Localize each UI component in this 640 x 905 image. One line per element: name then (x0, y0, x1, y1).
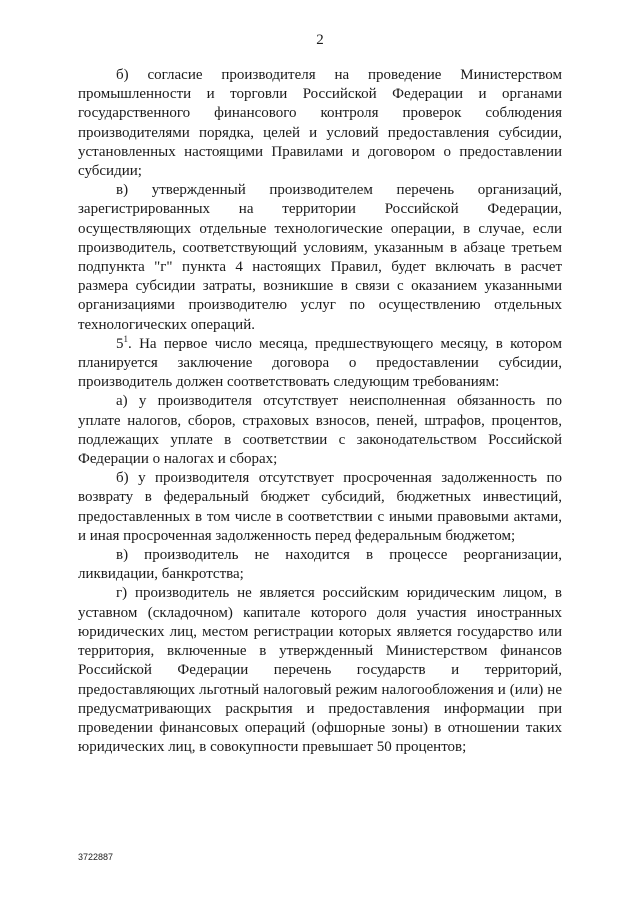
page-number: 2 (316, 32, 324, 48)
paragraph-v-reorganization: в) производитель не находится в процессе реорганизации, ликвидации, банкротства; (78, 547, 562, 583)
document-code: 3722887 (78, 852, 114, 862)
clause-superscript: 1 (123, 333, 128, 344)
clause-number: 5 (116, 335, 124, 352)
paragraph-g-offshore: г) производитель не является российским юридическим лицом, в уставном (складочном) капитале которого доля участия иностранных юридических лиц, местом регистрации которых является государство или территория, включенные в утвержденный Министерством финансов Российской Федерации перечень государств и территорий, предоставляющих льготный налоговый режим налогообложения и (или) не предусматривающих раскрытия и предоставления информации при проведении финансовых операций (офшорные зоны) в отношении таких юридических лиц, в совокупности превышает 50 процентов; (78, 585, 562, 756)
paragraph-b-consent: б) согласие производителя на проведение Министерством промышленности и торговли Российской Федерации и органами государственного финансового контроля проверок соблюдения производителями порядка, целей и условий предоставления субсидии, установленных настоящими Правилами и договором о предоставлении субсидии; (78, 67, 562, 180)
paragraph-a-taxes: а) у производителя отсутствует неисполненная обязанность по уплате налогов, сборов, страховых взносов, пеней, штрафов, процентов, подлежащих уплате в соответствии с законодательством Российской Федерации о налогах и сборах; (78, 393, 562, 468)
clause-text: . На первое число месяца, предшествующего месяцу, в котором планируется заключение договора о предоставлении субсидии, производитель должен соответствовать следующим требованиям: (78, 335, 562, 391)
paragraph-b-debt: б) у производителя отсутствует просроченная задолженность по возврату в федеральный бюджет субсидий, бюджетных инвестиций, предоставленных в том числе в соответствии с иными правовыми актами, и иная просроченная задолженность перед федеральным бюджетом; (78, 470, 562, 544)
paragraph-5-1 (78, 335, 562, 393)
paragraph-v-list: в) утвержденный производителем перечень организаций, зарегистрированных на территории Российской Федерации, осуществляющих отдельные технологические операции, в случае, если производитель, соответствующий условиям, указанным в абзаце третьем подпункта "г" пункта 4 настоящих Правил, будет включать в расчет размера субсидии затраты, возникшие в связи с оказанием указанными организациями производителю услуг по осуществлению отдельных технологических операций. (78, 182, 562, 333)
document-body (78, 66, 562, 757)
